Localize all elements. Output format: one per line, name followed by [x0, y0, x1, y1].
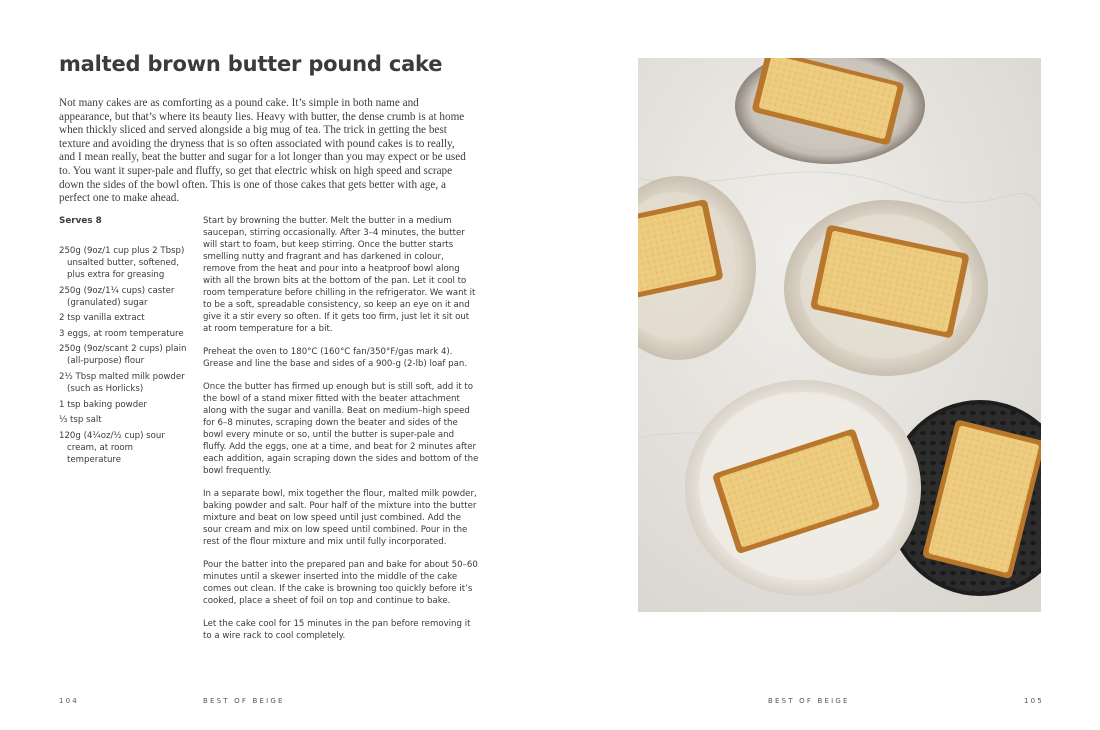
ingredient-item: ⅓ tsp salt [59, 415, 102, 426]
method-step: Let the cake cool for 15 minutes in the pan before removing it to a wire rack to cool completely. [203, 619, 471, 641]
page-number-left: 104 [59, 697, 79, 705]
cake-photo-illustration [638, 58, 1041, 612]
ingredient-item: 120g (4¼oz/½ cup) sour cream, at room temperature [59, 430, 165, 465]
method-step: Pour the batter into the prepared pan and bake for about 50–60 minutes until a skewer inserted into the middle of the cake comes out clean. If the cake is browning too quickly before it’s cooked, place a sheet of foil on top and continue to bake. [203, 560, 478, 606]
recipe-intro: Not many cakes are as comforting as a pound cake. It’s simple in both name and appearance, but that’s where its beauty lies. Heavy with butter, the dense crumb is at home when thickly sliced and served alongside a big mug of tea. The trick in getting the best texture and avoiding the dryness that is so often associated with pound cakes is to really, and I mean really, beat the butter and sugar for a lot longer than you may expect or be used to. You want it super-pale and fluffy, so get that electric whisk on high speed and scrape down the sides of the bowl often. This is one of those cakes that gets better with age, a perfect one to make ahead. [59, 97, 466, 205]
ingredients-list [59, 245, 187, 466]
method-step: Once the butter has firmed up enough but is still soft, add it to the bowl of a stand mixer fitted with the beater attachment along with the sugar and vanilla. Beat on medium–high speed for 6–8 minutes, scraping down the beater and sides of the bowl every minute or so, until the butter is super-pale and fluffy. Add the eggs, one at a time, and beat for 2 minutes after each addition, again scraping down the sides and bottom of the bowl frequently. [203, 382, 479, 476]
method-step: Preheat the oven to 180°C (160°C fan/350°F/gas mark 4). Grease and line the base and sides of a 900-g (2-lb) loaf pan. [203, 347, 468, 369]
cake-photo [638, 58, 1041, 612]
serves-label: Serves 8 [59, 216, 102, 226]
ingredients-column [59, 215, 187, 469]
ingredient-item: 2 tsp vanilla extract [59, 313, 145, 324]
method-step: Start by browning the butter. Melt the butter in a medium saucepan, stirring occasionally. After 3–4 minutes, the butter will start to foam, but keep stirring. Once the butter starts smelling nutty and fragrant and has darkened in colour, remove from the heat and pour into a heatproof bowl along with all the brown bits at the bottom of the pan. Let it cool to room temperature before chilling in the refrigerator. We want it to be a soft, spreadable consistency, so keep an eye on it and give it a stir every so often. If it gets too firm, just let it sit out at room temperature for a bit. [203, 216, 476, 334]
page-number-right: 105 [1024, 697, 1044, 705]
recipe-title: malted brown butter pound cake [59, 52, 443, 76]
method-step: In a separate bowl, mix together the flour, malted milk powder, baking powder and salt. Pour half of the mixture into the butter mixture and beat on low speed until just combined. Add the sour cream and mix on low speed until combined. Pour in the rest of the flour mixture and mix until fully incorporated. [203, 489, 477, 547]
ingredient-item: 250g (9oz/1 cup plus 2 Tbsp) unsalted butter, softened, plus extra for greasing [59, 246, 185, 280]
method-column [203, 215, 479, 653]
ingredient-item: 250g (9oz/scant 2 cups) plain (all-purpose) flour [59, 344, 187, 367]
ingredient-item: 3 eggs, at room temperature [59, 328, 184, 339]
running-title-left: BEST OF BEIGE [203, 697, 285, 705]
ingredient-item: 250g (9oz/1¼ cups) caster (granulated) sugar [59, 285, 175, 308]
ingredient-item: 1 tsp baking powder [59, 399, 147, 410]
ingredient-item: 2½ Tbsp malted milk powder (such as Horlicks) [59, 371, 185, 394]
running-title-right: BEST OF BEIGE [768, 697, 850, 705]
